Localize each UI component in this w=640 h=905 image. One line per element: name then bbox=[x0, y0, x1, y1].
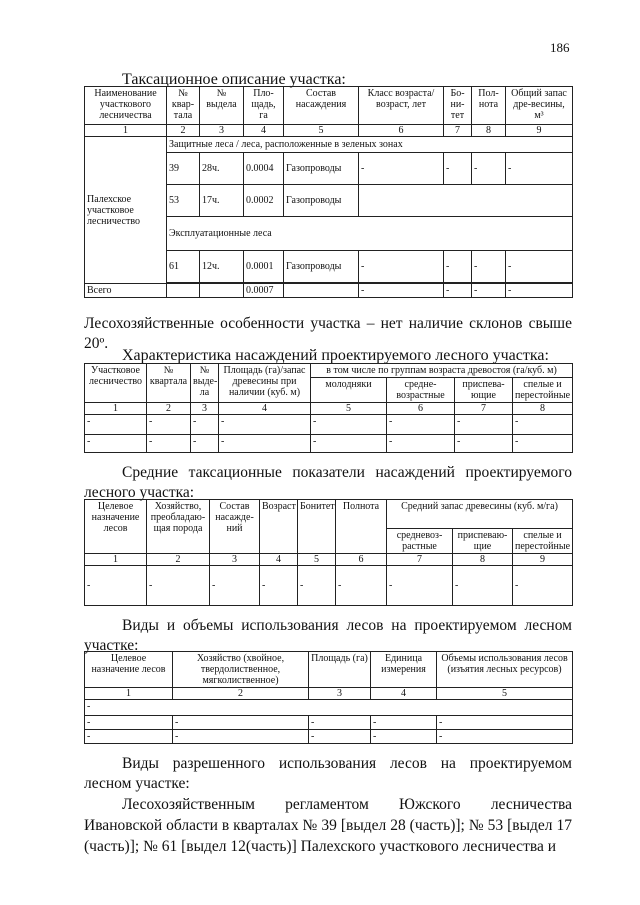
header-volumes: Объемы использования лесов (изъятия лесных ресурсов) bbox=[437, 652, 573, 688]
table-cell: - bbox=[387, 435, 455, 453]
table-cell: - bbox=[85, 435, 147, 453]
cell-composition: Газопроводы bbox=[284, 251, 359, 283]
col-number: 2 bbox=[173, 688, 309, 700]
table-cell: - bbox=[260, 566, 298, 606]
header-vydel: № выдела bbox=[200, 87, 244, 125]
average-indicators-table bbox=[84, 499, 573, 606]
total-empty bbox=[284, 284, 359, 298]
total-polnota: - bbox=[472, 284, 506, 298]
cell-composition: Газопроводы bbox=[284, 153, 359, 185]
col-number: 4 bbox=[244, 125, 284, 137]
cell-empty bbox=[359, 185, 573, 217]
page-number: 186 bbox=[550, 40, 570, 55]
cell-zapas: - bbox=[506, 153, 573, 185]
header-average-stock: Средний запас древесины (куб. м/га) bbox=[387, 500, 573, 529]
table-cell: - bbox=[311, 415, 387, 435]
col-number: 3 bbox=[200, 125, 244, 137]
cell-vydel: 17ч. bbox=[200, 185, 244, 217]
header-age-class: Класс возраста/ возраст, лет bbox=[359, 87, 444, 125]
table-cell: - bbox=[371, 716, 437, 730]
header-purpose: Целевое назначение лесов bbox=[85, 500, 147, 554]
table-cell: - bbox=[147, 566, 210, 606]
total-empty bbox=[167, 284, 200, 298]
col-number: 4 bbox=[260, 554, 298, 566]
total-area: 0.0007 bbox=[244, 284, 284, 298]
cell-age: - bbox=[359, 153, 444, 185]
header-mature: спелые и перестойные bbox=[513, 529, 573, 554]
section4-title: Виды и объемы использования лесов на проектируемом лесном участке: bbox=[84, 617, 572, 654]
header-purpose: Целевое назначение лесов bbox=[85, 652, 173, 688]
header-unit: Единица измерения bbox=[371, 652, 437, 688]
table-cell: - bbox=[453, 566, 513, 606]
table-cell: - bbox=[85, 566, 147, 606]
cell-vydel: 12ч. bbox=[200, 251, 244, 283]
cell-area: 0.0004 bbox=[244, 153, 284, 185]
table-cell: - bbox=[437, 730, 573, 744]
cell-kvartal: 53 bbox=[167, 185, 200, 217]
header-forestry: Наименование участкового лесничества bbox=[85, 87, 167, 125]
taxation-table bbox=[84, 86, 573, 298]
cell-area: 0.0002 bbox=[244, 185, 284, 217]
header-mature: спелые и перестойные bbox=[513, 378, 573, 403]
section2-title: Характеристика насаждений проектируемого лесного участка: bbox=[122, 347, 549, 364]
table-cell: - bbox=[85, 730, 173, 744]
cell-bonitet: - bbox=[444, 251, 472, 283]
header-maturing: приспева-ющие bbox=[455, 378, 513, 403]
table-cell: - bbox=[437, 716, 573, 730]
total-label: Всего bbox=[85, 284, 167, 298]
table-cell: - bbox=[85, 700, 573, 716]
header-kvartal: № квартала bbox=[147, 364, 191, 403]
table-cell: - bbox=[85, 415, 147, 435]
col-number: 1 bbox=[85, 125, 167, 137]
col-number: 7 bbox=[455, 403, 513, 415]
table-cell: - bbox=[455, 415, 513, 435]
header-age-groups: в том числе по группам возраста древостоя (га/куб. м) bbox=[311, 364, 573, 378]
table-cell: - bbox=[387, 415, 455, 435]
table-cell: - bbox=[513, 566, 573, 606]
col-number: 2 bbox=[167, 125, 200, 137]
group-title-protective: Защитные леса / леса, расположенные в зеленых зонах bbox=[167, 137, 573, 153]
header-area: Пло-щадь, га bbox=[244, 87, 284, 125]
col-number: 6 bbox=[387, 403, 455, 415]
header-zapas: Общий запас дре-весины, м³ bbox=[506, 87, 573, 125]
cell-composition: Газопроводы bbox=[284, 185, 359, 217]
section1-title: Таксационное описание участка: bbox=[122, 71, 346, 88]
table-cell: - bbox=[191, 415, 219, 435]
col-number: 6 bbox=[336, 554, 387, 566]
cell-polnota: - bbox=[472, 153, 506, 185]
table-cell: - bbox=[173, 716, 309, 730]
cell-zapas: - bbox=[506, 251, 573, 283]
col-number: 1 bbox=[85, 688, 173, 700]
section3-title: Средние таксационные показатели насаждений проектируемого лесного участка: bbox=[84, 464, 572, 501]
table-cell: - bbox=[371, 730, 437, 744]
col-number: 2 bbox=[147, 554, 210, 566]
header-area-stock: Площадь (га)/запас древесины при наличии (куб. м) bbox=[219, 364, 311, 403]
cell-kvartal: 39 bbox=[167, 153, 200, 185]
table-cell: - bbox=[191, 435, 219, 453]
col-number: 3 bbox=[191, 403, 219, 415]
cell-bonitet: - bbox=[444, 153, 472, 185]
header-economy: Хозяйство (хвойное, твердолиственное, мягколиственное) bbox=[173, 652, 309, 688]
col-number: 9 bbox=[506, 125, 573, 137]
header-composition: Состав насаждения bbox=[284, 87, 359, 125]
col-number: 5 bbox=[437, 688, 573, 700]
forest-use-volumes-table bbox=[84, 651, 573, 744]
total-empty bbox=[200, 284, 244, 298]
header-forestry: Участковое лесничество bbox=[85, 364, 147, 403]
col-number: 2 bbox=[147, 403, 191, 415]
header-young: молодняки bbox=[311, 378, 387, 403]
cell-age: - bbox=[359, 251, 444, 283]
forestry-features-paragraph: Лесохозяйственные особенности участка – нет наличие склонов свыше 20º. bbox=[84, 315, 572, 352]
total-age: - bbox=[359, 284, 444, 298]
header-composition: Состав насажде-ний bbox=[210, 500, 260, 554]
header-polnota: Полнота bbox=[336, 500, 387, 554]
section5-title: Виды разрешенного использования лесов на проектируемом лесном участке: bbox=[84, 755, 572, 792]
header-middle-aged: средне-возрастные bbox=[387, 378, 455, 403]
header-bonitet: Бонитет bbox=[298, 500, 336, 554]
header-maturing: приспеваю-щие bbox=[453, 529, 513, 554]
col-number: 1 bbox=[85, 403, 147, 415]
col-number: 7 bbox=[444, 125, 472, 137]
table-cell: - bbox=[513, 415, 573, 435]
col-number: 6 bbox=[359, 125, 444, 137]
table-cell: - bbox=[336, 566, 387, 606]
header-middle-aged: средневоз-растные bbox=[387, 529, 453, 554]
table-cell: - bbox=[219, 435, 311, 453]
col-number: 8 bbox=[472, 125, 506, 137]
col-number: 5 bbox=[311, 403, 387, 415]
col-number: 5 bbox=[284, 125, 359, 137]
table-cell: - bbox=[513, 435, 573, 453]
col-number: 9 bbox=[513, 554, 573, 566]
table-cell: - bbox=[309, 730, 371, 744]
cell-area: 0.0001 bbox=[244, 251, 284, 283]
header-kvartal: № квар-тала bbox=[167, 87, 200, 125]
table-cell: - bbox=[219, 415, 311, 435]
col-number: 3 bbox=[309, 688, 371, 700]
col-number: 5 bbox=[298, 554, 336, 566]
col-number: 4 bbox=[219, 403, 311, 415]
table-cell: - bbox=[85, 716, 173, 730]
col-number: 4 bbox=[371, 688, 437, 700]
regulation-paragraph: Лесохозяйственным регламентом Южского лесничества Ивановской области в кварталах № 39 [выдел 28 (часть)]; № 53 [выдел 17 (часть)]; № 61 [выдел 12(часть)] Палехского участкового лесничества и bbox=[84, 796, 572, 855]
cell-vydel: 28ч. bbox=[200, 153, 244, 185]
header-bonitet: Бо-ни-тет bbox=[444, 87, 472, 125]
col-number: 8 bbox=[453, 554, 513, 566]
header-area: Площадь (га) bbox=[309, 652, 371, 688]
total-zapas: - bbox=[506, 284, 573, 298]
header-economy: Хозяйство, преобладаю-щая порода bbox=[147, 500, 210, 554]
col-number: 8 bbox=[513, 403, 573, 415]
header-polnota: Пол-нота bbox=[472, 87, 506, 125]
table-cell: - bbox=[387, 566, 453, 606]
col-number: 3 bbox=[210, 554, 260, 566]
header-vydel: № выде-ла bbox=[191, 364, 219, 403]
group-title-exploitation: Эксплуатационные леса bbox=[167, 217, 573, 251]
table-cell: - bbox=[298, 566, 336, 606]
header-age: Возраст bbox=[260, 500, 298, 554]
table-cell: - bbox=[210, 566, 260, 606]
table-cell: - bbox=[147, 435, 191, 453]
table-cell: - bbox=[173, 730, 309, 744]
table-cell: - bbox=[309, 716, 371, 730]
table-cell: - bbox=[311, 435, 387, 453]
col-number: 1 bbox=[85, 554, 147, 566]
col-number: 7 bbox=[387, 554, 453, 566]
stand-characteristics-table bbox=[84, 363, 573, 453]
cell-kvartal: 61 bbox=[167, 251, 200, 283]
total-bonitet: - bbox=[444, 284, 472, 298]
cell-polnota: - bbox=[472, 251, 506, 283]
table-cell: - bbox=[147, 415, 191, 435]
forestry-name: Палехское участковое лесничество bbox=[85, 137, 167, 284]
table-cell: - bbox=[455, 435, 513, 453]
